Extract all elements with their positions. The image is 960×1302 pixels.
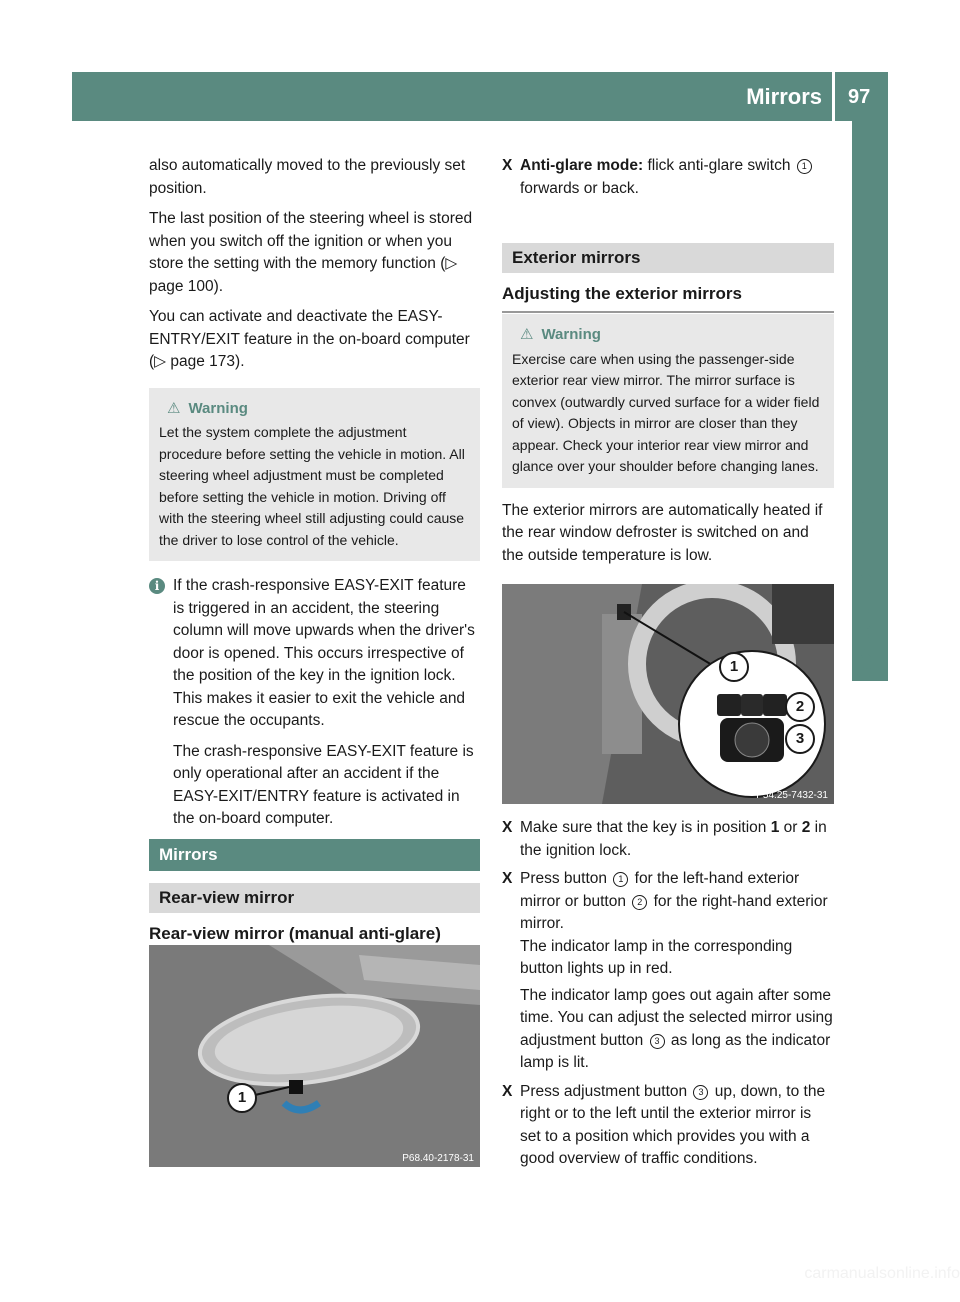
left-column <box>149 155 480 839</box>
exterior-mirror-switch-image <box>502 584 834 804</box>
instruction-step: X Press adjustment button 3 up, down, to the right or to the left until the exterior mirror is set to a position which provides you with a good overview of traffic conditions. <box>502 1082 826 1167</box>
paragraph: also automatically moved to the previously set position. <box>149 157 466 197</box>
page-number: 97 <box>848 86 871 108</box>
right-column-steps <box>502 817 834 1177</box>
subsection-heading: Rear-view mirror <box>149 883 480 913</box>
warning-box <box>502 314 834 488</box>
rear-view-mirror-illustration <box>149 945 480 1167</box>
warning-text: Exercise care when using the passenger-side exterior rear view mirror. The mirror surface is convex (outwardly curved surface for a wider field of view). Objects in mirror are closer than they appear. Check your interior rear view mirror and glance over your shoulder before changing lanes. <box>512 350 820 474</box>
callout-2: 2 <box>785 692 815 722</box>
step-arrow-icon: X <box>502 819 513 836</box>
step-arrow-icon: X <box>502 157 513 174</box>
topic-heading: Adjusting the exterior mirrors <box>502 279 834 313</box>
exterior-section <box>502 243 834 313</box>
rear-view-mirror-image <box>149 945 480 1167</box>
info-text: The crash-responsive EASY-EXIT feature is only operational after an accident if the EASY-EXIT/ENTRY feature is activated in the on-board computer. <box>173 742 474 827</box>
door-panel-illustration <box>502 584 834 804</box>
paragraph: The exterior mirrors are automatically heated if the rear window defroster is switched on and the outside temperature is low. <box>502 501 823 564</box>
warning-title: Warning <box>188 399 248 417</box>
right-column <box>502 155 834 206</box>
info-note <box>149 575 480 831</box>
subsection-heading: Exterior mirrors <box>502 243 834 273</box>
callout-1: 1 <box>719 652 749 682</box>
warning-title: Warning <box>541 326 601 343</box>
watermark: carmanualsonline.info <box>804 1265 960 1282</box>
right-column-body <box>502 314 834 575</box>
warning-box <box>149 388 480 562</box>
image-reference: P54.25-7432-31 <box>756 790 828 801</box>
warning-text: Let the system complete the adjustment procedure before setting the vehicle in motion. All steering wheel adjustment must be completed before setting the vehicle in motion. Driving off with the steering wheel still adjusting could cause the driver to lose control of the vehicle. <box>159 424 465 548</box>
topic-heading: Rear-view mirror (manual anti-glare) <box>149 919 480 953</box>
header-divider <box>832 72 835 121</box>
callout-3: 3 <box>785 724 815 754</box>
mirrors-section <box>149 839 480 953</box>
chapter-label: Seats, steering wheel and mirrors <box>854 357 876 678</box>
warning-icon: ⚠ <box>520 326 534 343</box>
section-heading: Mirrors <box>149 839 480 871</box>
page-title: Mirrors <box>746 84 822 109</box>
step-arrow-icon: X <box>502 1082 513 1100</box>
info-text: If the crash-responsive EASY-EXIT feature is triggered in an accident, the steering column will move upwards when the driver's door is opened. This occurs irrespective of the position of the key in the ignition lock. This makes it easier to exit the vehicle and rescue the occupants. <box>173 577 475 729</box>
instruction-step: X Make sure that the key is in position 1 or 2 in the ignition lock. <box>502 819 827 859</box>
paragraph: The last position of the steering wheel is stored when you switch off the ignition or when you store the setting with the memory function (▷ page 100). <box>149 210 473 295</box>
step-arrow-icon: X <box>502 870 513 887</box>
callout-1: 1 <box>227 1083 257 1113</box>
image-reference: P68.40-2178-31 <box>402 1153 474 1164</box>
callout-1-inline: 1 <box>797 159 812 174</box>
warning-icon: ⚠ <box>167 399 181 417</box>
paragraph: You can activate and deactivate the EASY-ENTRY/EXIT feature in the on-board computer (▷ page 173). <box>149 308 470 370</box>
info-icon: i <box>149 578 165 594</box>
instruction-step: X Press button 1 for the left-hand exterior mirror or button 2 for the right-hand exterior mirror. The indicator lamp in the corresponding button lights up in red. The indicator lamp goes out again after some time. You can adjust the selected mirror using adjustment button 3 as long as the indicator lamp is lit. <box>502 870 833 1071</box>
instruction-step: X Anti-glare mode: flick anti-glare switch 1 forwards or back. <box>502 155 834 200</box>
